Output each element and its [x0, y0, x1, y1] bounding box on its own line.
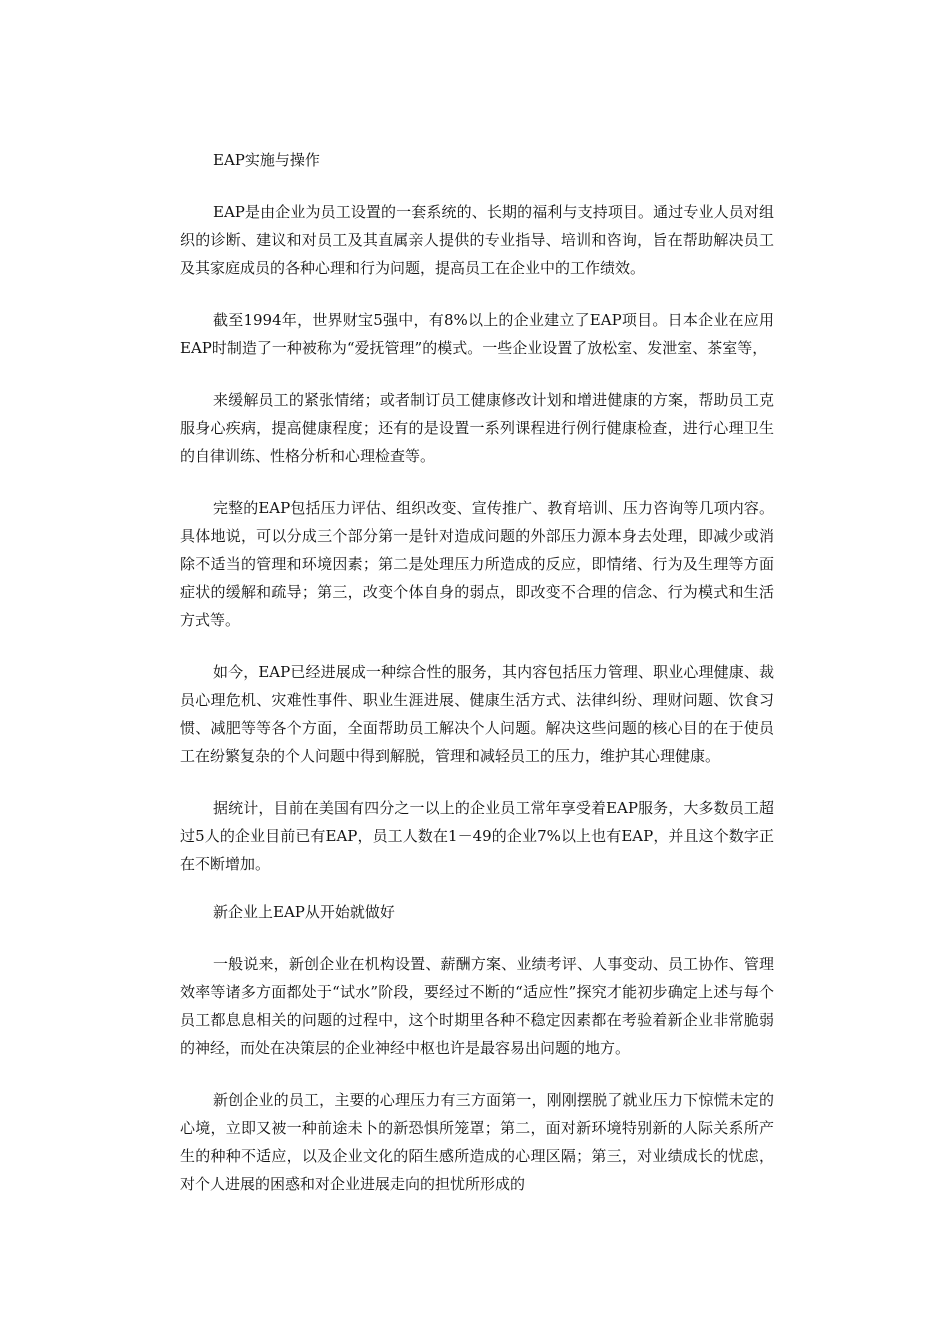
paragraph-new-enterprise-pressure: 新创企业的员工，主要的心理压力有三方面第一，刚刚摆脱了就业压力下惊慌未定的心境，立即又被一种前途未卜的新恐惧所笼罩；第二，面对新环境特别新的人际关系所产生的种种不适应，以及企业文化的陌生感所造成的心理区隔；第三，对业绩成长的忧虑，对个人进展的困惑和对企业进展走向的担忧所形成的: [180, 1091, 774, 1193]
paragraph-eap-components: 完整的EAP包括压力评估、组织改变、宣传推广、教育培训、压力咨询等几项内容。具体地说，可以分成三个部分第一是针对造成问题的外部压力源本身去处理，即减少或消除不适当的管理和环境因素；第二是处理压力所造成的反应，即情绪、行为及生理等方面症状的缓解和疏导；第三，改变个体自身的弱点，即改变不合理的信念、行为模式和生活方式等。: [180, 499, 774, 629]
section-heading-eap-implementation: EAP实施与操作: [213, 151, 320, 169]
paragraph-eap-history: 截至1994年，世界财宝5强中，有8%以上的企业建立了EAP项目。日本企业在应用EAP时制造了一种被称为“爱抚管理”的模式。一些企业设置了放松室、发泄室、茶室等，: [180, 311, 774, 357]
paragraph-eap-statistics: 据统计，目前在美国有四分之一以上的企业员工常年享受着EAP服务，大多数员工超过5人的企业目前已有EAP，员工人数在1－49的企业7%以上也有EAP，并且这个数字正在不断增加。: [180, 799, 774, 873]
paragraph-eap-scope: 如今，EAP已经进展成一种综合性的服务，其内容包括压力管理、职业心理健康、裁员心理危机、灾难性事件、职业生涯进展、健康生活方式、法律纠纷、理财问题、饮食习惯、减肥等等各个方面，全面帮助员工解决个人问题。解决这些问题的核心目的在于使员工在纷繁复杂的个人问题中得到解脱，管理和减轻员工的压力，维护其心理健康。: [180, 663, 774, 765]
document-body: [180, 146, 774, 1222]
paragraph-eap-methods: 来缓解员工的紧张情绪；或者制订员工健康修改计划和增进健康的方案，帮助员工克服身心疾病，提高健康程度；还有的是设置一系列课程进行例行健康检查，进行心理卫生的自律训练、性格分析和心理检查等。: [180, 391, 774, 465]
paragraph-eap-definition: EAP是由企业为员工设置的一套系统的、长期的福利与支持项目。通过专业人员对组织的诊断、建议和对员工及其直属亲人提供的专业指导、培训和咨询，旨在帮助解决员工及其家庭成员的各种心理和行为问题，提高员工在企业中的工作绩效。: [180, 203, 774, 277]
section-heading-new-enterprise: 新企业上EAP从开始就做好: [213, 903, 395, 921]
paragraph-new-enterprise-context: 一般说来，新创企业在机构设置、薪酬方案、业绩考评、人事变动、员工协作、管理效率等诸多方面都处于“试水”阶段，要经过不断的“适应性”探究才能初步确定上述与每个员工都息息相关的问题的过程中，这个时期里各种不稳定因素都在考验着新企业非常脆弱的神经，而处在决策层的企业神经中枢也许是最容易出问题的地方。: [180, 955, 774, 1057]
